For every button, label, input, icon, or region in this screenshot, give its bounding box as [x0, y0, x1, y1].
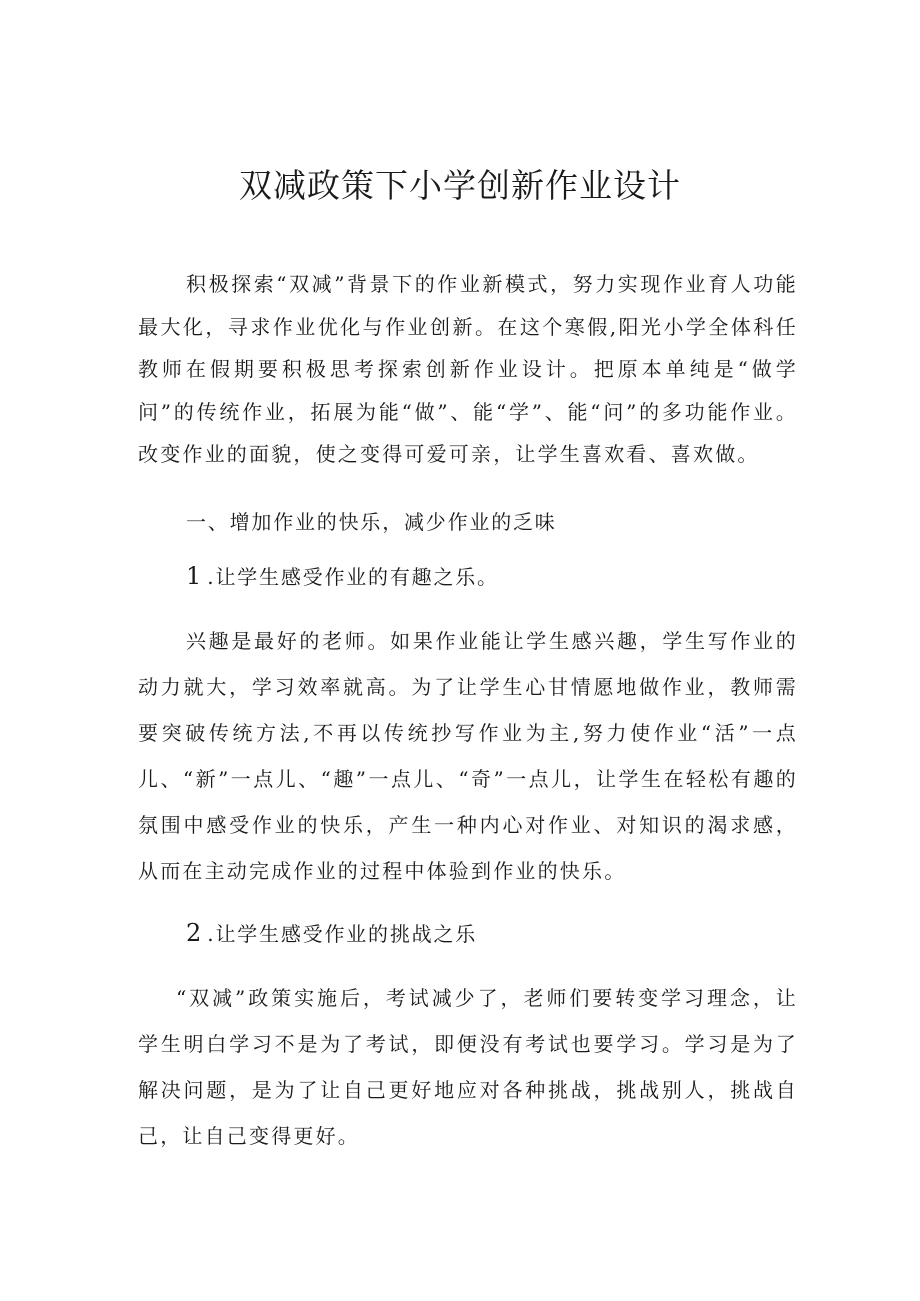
intro-paragraph: 积极探索“双减”背景下的作业新模式，努力实现作业育人功能最大化，寻求作业优化与作业创新。在这个寒假,阳光小学全体科任教师在假期要积极思考探索创新作业设计。把原本单纯是“做学问”的传统作业，拓展为能“做”、能“学”、能“问”的多功能作业。改变作业的面貌，使之变得可爱可亲，让学生喜欢看、喜欢做。 — [138, 272, 798, 466]
subsection-number-2: 2 — [186, 919, 208, 947]
section-heading-1: 一、增加作业的快乐，减少作业的乏味 — [186, 510, 557, 534]
subsection-title-1: .让学生感受作业的有趣之乐。 — [207, 565, 499, 589]
subsection-heading-2 — [186, 918, 477, 949]
subsection-number-1: 1 — [186, 562, 208, 590]
subsection-1-paragraph: 兴趣是最好的老师。如果作业能让学生感兴趣，学生写作业的动力就大，学习效率就高。为了让学生心甘情愿地做作业，教师需要突破传统方法,不再以传统抄写作业为主,努力使作业“活”一点儿、“新”一点儿、“趣”一点儿、“奇”一点儿，让学生在轻松有趣的氛围中感受作业的快乐，产生一种内心对作业、对知识的渴求感，从而在主动完成作业的过程中体验到作业的快乐。 — [138, 629, 798, 883]
subsection-heading-1 — [186, 561, 499, 592]
subsection-2-paragraph: “双减”政策实施后，考试减少了，老师们要转变学习理念，让学生明白学习不是为了考试，即便没有考试也要学习。学习是为了解决问题，是为了让自己更好地应对各种挑战，挑战别人，挑战自己，让自己变得更好。 — [138, 986, 798, 1148]
subsection-title-2: .让学生感受作业的挑战之乐 — [207, 922, 478, 946]
document-title: 双减政策下小学创新作业设计 — [239, 166, 681, 205]
